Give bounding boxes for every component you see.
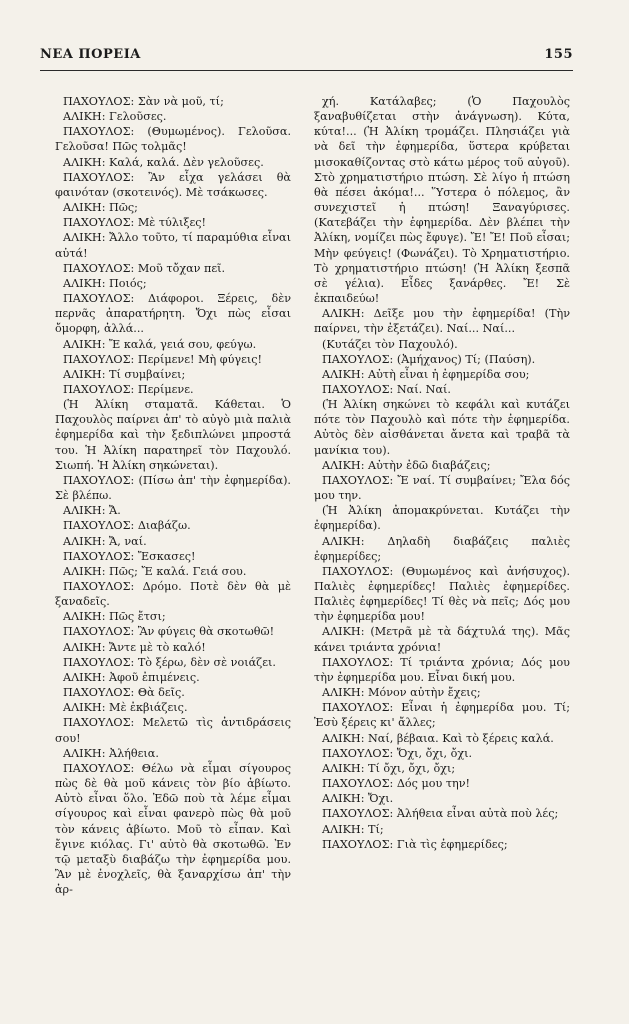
dialogue-paragraph: ΠΑΧΟΥΛΟΣ: Ἂν εἶχα γελάσει θὰ φαινόταν (σκοτεινός). Μὲ τσάκωσες. [55, 170, 291, 199]
dialogue-paragraph: (Ἡ Ἀλίκη ἀπομακρύνεται. Κυτάζει τὴν ἐφημερίδα). [314, 504, 570, 533]
dialogue-paragraph: ΑΛΙΚΗ: Καλά, καλά. Δὲν γελοῦσες. [63, 155, 264, 169]
dialogue-paragraph: ΠΑΧΟΥΛΟΣ: Διάφοροι. Ξέρεις, δὲν περνᾶς ἀπαρατήρητη. Ὄχι πὼς εἶσαι ὄμορφη, ἀλλά... [55, 292, 291, 336]
dialogue-paragraph: ΑΛΙΚΗ: Ἄντε μὲ τὸ καλό! [63, 640, 206, 654]
dialogue-paragraph: ΑΛΙΚΗ: Ποιός; [63, 276, 147, 290]
dialogue-paragraph: ΑΛΙΚΗ: Ἔ καλά, γειά σου, φεύγω. [63, 337, 257, 351]
dialogue-paragraph: ΠΑΧΟΥΛΟΣ: (Πίσω ἀπ' τὴν ἐφημερίδα). Σὲ βλέπω. [55, 473, 291, 503]
dialogue-paragraph: ΑΛΙΚΗ: Ὄχι. [322, 792, 394, 806]
dialogue-paragraph: ΑΛΙΚΗ: Μόνον αὐτὴν ἔχεις; [322, 686, 481, 700]
dialogue-paragraph: ΠΑΧΟΥΛΟΣ: (Ἀμήχανος) Τί; (Παύση). [322, 352, 536, 366]
dialogue-paragraph: ΠΑΧΟΥΛΟΣ: Περίμενε! Μὴ φύγεις! [63, 352, 263, 366]
dialogue-paragraph: ΠΑΧΟΥΛΟΣ: Θὰ δεῖς. [63, 686, 185, 700]
dialogue-paragraph: ΠΑΧΟΥΛΟΣ: Θέλω νὰ εἶμαι σίγουρος πὼς δὲ θὰ μοῦ κάνεις τὸν βίο ἀβίωτο. Αὐτὸ εἶναι ὅλο. Ἐδῶ ποὺ τὰ λέμε εἶμαι σίγουρος καὶ εἶναι φανερὸ πὼς θὰ μοῦ τὸν κάνεις ἀβίωτο. Μοῦ τὸ εἶπαν. Καὶ ἔγινε κιόλας. Γι' αὐτὸ θὰ σκοτωθῶ. Ἐν τῷ μεταξὺ διαβάζω τὴν ἐφημερίδα μου. Ἂν μὲ ἐνοχλεῖς, θὰ ξαναρχίσω ἀπ' τὴν ἀρ- [55, 761, 291, 897]
dialogue-paragraph: ΑΛΙΚΗ: Γελοῦσες. [63, 110, 167, 124]
dialogue-paragraph: ΑΛΙΚΗ: Ἄ. [63, 504, 121, 518]
left-column [55, 94, 291, 897]
dialogue-paragraph: ΑΛΙΚΗ: Αὐτὴ εἶναι ἡ ἐφημερίδα σου; [322, 367, 530, 381]
dialogue-paragraph: ΑΛΙΚΗ: Πῶς ἔτσι; [63, 610, 166, 624]
dialogue-paragraph: ΑΛΙΚΗ: Ἄλλο τοῦτο, τί παραμύθια εἶναι αὐτά! [55, 231, 291, 260]
dialogue-paragraph: ΠΑΧΟΥΛΟΣ: Δός μου την! [322, 777, 471, 791]
page-number: 155 [544, 47, 573, 62]
dialogue-paragraph: ΑΛΙΚΗ: Τί συμβαίνει; [63, 367, 186, 381]
right-column [314, 94, 570, 852]
dialogue-paragraph: ΠΑΧΟΥΛΟΣ: Τί τριάντα χρόνια; Δός μου τὴν ἐφημερίδα μου. Εἶναι δική μου. [314, 655, 570, 684]
dialogue-paragraph: ΑΛΙΚΗ: Ἄ, ναί. [63, 534, 147, 548]
journal-title: ΝΕΑ ΠΟΡΕΙΑ [40, 47, 141, 62]
dialogue-paragraph: (Κυτάζει τὸν Παχουλό). [322, 337, 458, 351]
dialogue-paragraph: ΑΛΙΚΗ: (Μετρᾶ μὲ τὰ δάχτυλά της). Μᾶς κάνει τριάντα χρόνια! [314, 625, 570, 654]
dialogue-paragraph: ΑΛΙΚΗ: Δηλαδὴ διαβάζεις παλιὲς ἐφημερίδες; [314, 534, 570, 563]
dialogue-paragraph: ΑΛΙΚΗ: Ἀφοῦ ἐπιμένεις. [63, 670, 200, 684]
dialogue-paragraph: ΠΑΧΟΥΛΟΣ: Μοῦ τὄχαν πεῖ. [63, 261, 226, 275]
dialogue-paragraph: ΑΛΙΚΗ: Αὐτὴν ἐδῶ διαβάζεις; [322, 458, 491, 472]
dialogue-paragraph: ΠΑΧΟΥΛΟΣ: Σὰν νὰ μοῦ, τί; [63, 95, 224, 108]
dialogue-paragraph: ΑΛΙΚΗ: Πῶς; Ἔ καλά. Γειά σου. [63, 564, 247, 578]
dialogue-paragraph: ΑΛΙΚΗ: Τί; [322, 822, 384, 836]
dialogue-paragraph: ΑΛΙΚΗ: Δεῖξε μου τὴν ἐφημερίδα! (Τὴν παίρνει, τὴν ἐξετάζει). Ναί... Ναί... [314, 307, 570, 336]
dialogue-paragraph: ΑΛΙΚΗ: Πῶς; [63, 201, 138, 215]
running-header [40, 47, 573, 62]
dialogue-paragraph: χή. Κατάλαβες; (Ὁ Παχουλὸς ξαναβυθίζεται στὴν ἀνάγνωση). Κύτα, κύτα!... (Ἡ Ἀλίκη τρομάζει. Πλησιάζει γιὰ νὰ δεῖ τὴν ἐφημερίδα, ὕστερα κρύβεται μισοκαθίζοντας στὸ κάτω μέρος τοῦ αὐγοῦ). Στὸ χρηματιστήριο πτώση. Σὲ λίγο ἡ πτώση θὰ πέσει ἀκόμα!... Ὕστερα ὁ πόλεμος, ἂν συνεχιστεῖ ἡ πτώση! Ξαναγύρισες. (Κατεβάζει τὴν ἐφημερίδα. Δὲν βλέπει τὴν Ἀλίκη, νομίζει πὼς ἔφυγε). Ἔ! Ἔ! Ποῦ εἶσαι; Μὴν φεύγεις! (Φωνάζει). Τὸ Χρηματιστήριο. Τὸ χρηματιστήριο πτώση! (Ἡ Ἀλίκη ξεσπᾶ σὲ γέλια). Εἶδες ξανάρθες. Ἔ! Σὲ ἐκπαιδεύω! [314, 95, 570, 306]
dialogue-paragraph: ΠΑΧΟΥΛΟΣ: (Θυμωμένος καὶ ἀνήσυχος). Παλιὲς ἐφημερίδες! Παλιὲς ἐφημερίδες. Παλιὲς ἐφημερίδες! Τί θὲς νὰ πεῖς; Δός μου τὴν ἐφημερίδα μου! [314, 564, 570, 624]
dialogue-paragraph: ΑΛΙΚΗ: Τί ὄχι, ὄχι, ὄχι; [322, 761, 456, 775]
dialogue-paragraph: ΠΑΧΟΥΛΟΣ: Εἶναι ἡ ἐφημερίδα μου. Τί; Ἐσὺ ξέρεις κι' ἄλλες; [314, 701, 570, 730]
dialogue-paragraph: ΠΑΧΟΥΛΟΣ: Δρόμο. Ποτὲ δὲν θὰ μὲ ξαναδεῖς. [55, 580, 291, 609]
dialogue-paragraph: (Ἡ Ἀλίκη σηκώνει τὸ κεφάλι καὶ κυτάζει πότε τὸν Παχουλὸ καὶ πότε τὴν ἐφημερίδα. Αὐτὸς δὲν αἰσθάνεται ἄνετα καὶ τραβᾶ τὰ μανίκια του). [314, 398, 570, 457]
header-rule [40, 70, 573, 71]
dialogue-paragraph: ΑΛΙΚΗ: Ἀλήθεια. [63, 746, 159, 760]
dialogue-paragraph: ΠΑΧΟΥΛΟΣ: Περίμενε. [63, 382, 194, 396]
dialogue-paragraph: ΠΑΧΟΥΛΟΣ: Μελετῶ τὶς ἀντιδράσεις σου! [55, 716, 291, 745]
dialogue-paragraph: ΑΛΙΚΗ: Ναί, βέβαια. Καὶ τὸ ξέρεις καλά. [322, 731, 554, 745]
dialogue-paragraph: ΠΑΧΟΥΛΟΣ: Ὄχι, ὄχι, ὄχι. [322, 746, 473, 760]
dialogue-paragraph: ΠΑΧΟΥΛΟΣ: Ἀλήθεια εἶναι αὐτὰ ποὺ λές; [322, 807, 559, 821]
dialogue-paragraph: ΠΑΧΟΥΛΟΣ: (Θυμωμένος). Γελοῦσα. Γελοῦσα! Πῶς τολμᾶς! [55, 125, 291, 154]
dialogue-paragraph: ΠΑΧΟΥΛΟΣ: Ἂν φύγεις θὰ σκοτωθῶ! [63, 625, 275, 639]
dialogue-paragraph: (Ἡ Ἀλίκη σταματᾶ. Κάθεται. Ὁ Παχουλὸς παίρνει ἀπ' τὸ αὐγὸ μιὰ παλιὰ ἐφημερίδα καὶ τὴν ξεδιπλώνει μπροστά του. Ἡ Ἀλίκη παρατηρεῖ τὸν Παχουλό. Σιωπή. Ἡ Ἀλίκη σηκώνεται). [55, 398, 291, 472]
dialogue-paragraph: ΠΑΧΟΥΛΟΣ: Ναί. Ναί. [322, 382, 451, 396]
dialogue-paragraph: ΠΑΧΟΥΛΟΣ: Τὸ ξέρω, δὲν σὲ νοιάζει. [63, 655, 276, 669]
dialogue-paragraph: ΠΑΧΟΥΛΟΣ: Μὲ τύλιξες! [63, 216, 207, 230]
dialogue-paragraph: ΠΑΧΟΥΛΟΣ: Ἔ ναί. Τί συμβαίνει; Ἔλα δός μου την. [314, 473, 570, 503]
dialogue-paragraph: ΠΑΧΟΥΛΟΣ: Διαβάζω. [63, 519, 191, 533]
dialogue-paragraph: ΠΑΧΟΥΛΟΣ: Ἔσκασες! [63, 549, 196, 563]
dialogue-paragraph: ΠΑΧΟΥΛΟΣ: Γιὰ τὶς ἐφημερίδες; [322, 837, 508, 851]
dialogue-paragraph: ΑΛΙΚΗ: Μὲ ἐκβιάζεις. [63, 701, 188, 715]
